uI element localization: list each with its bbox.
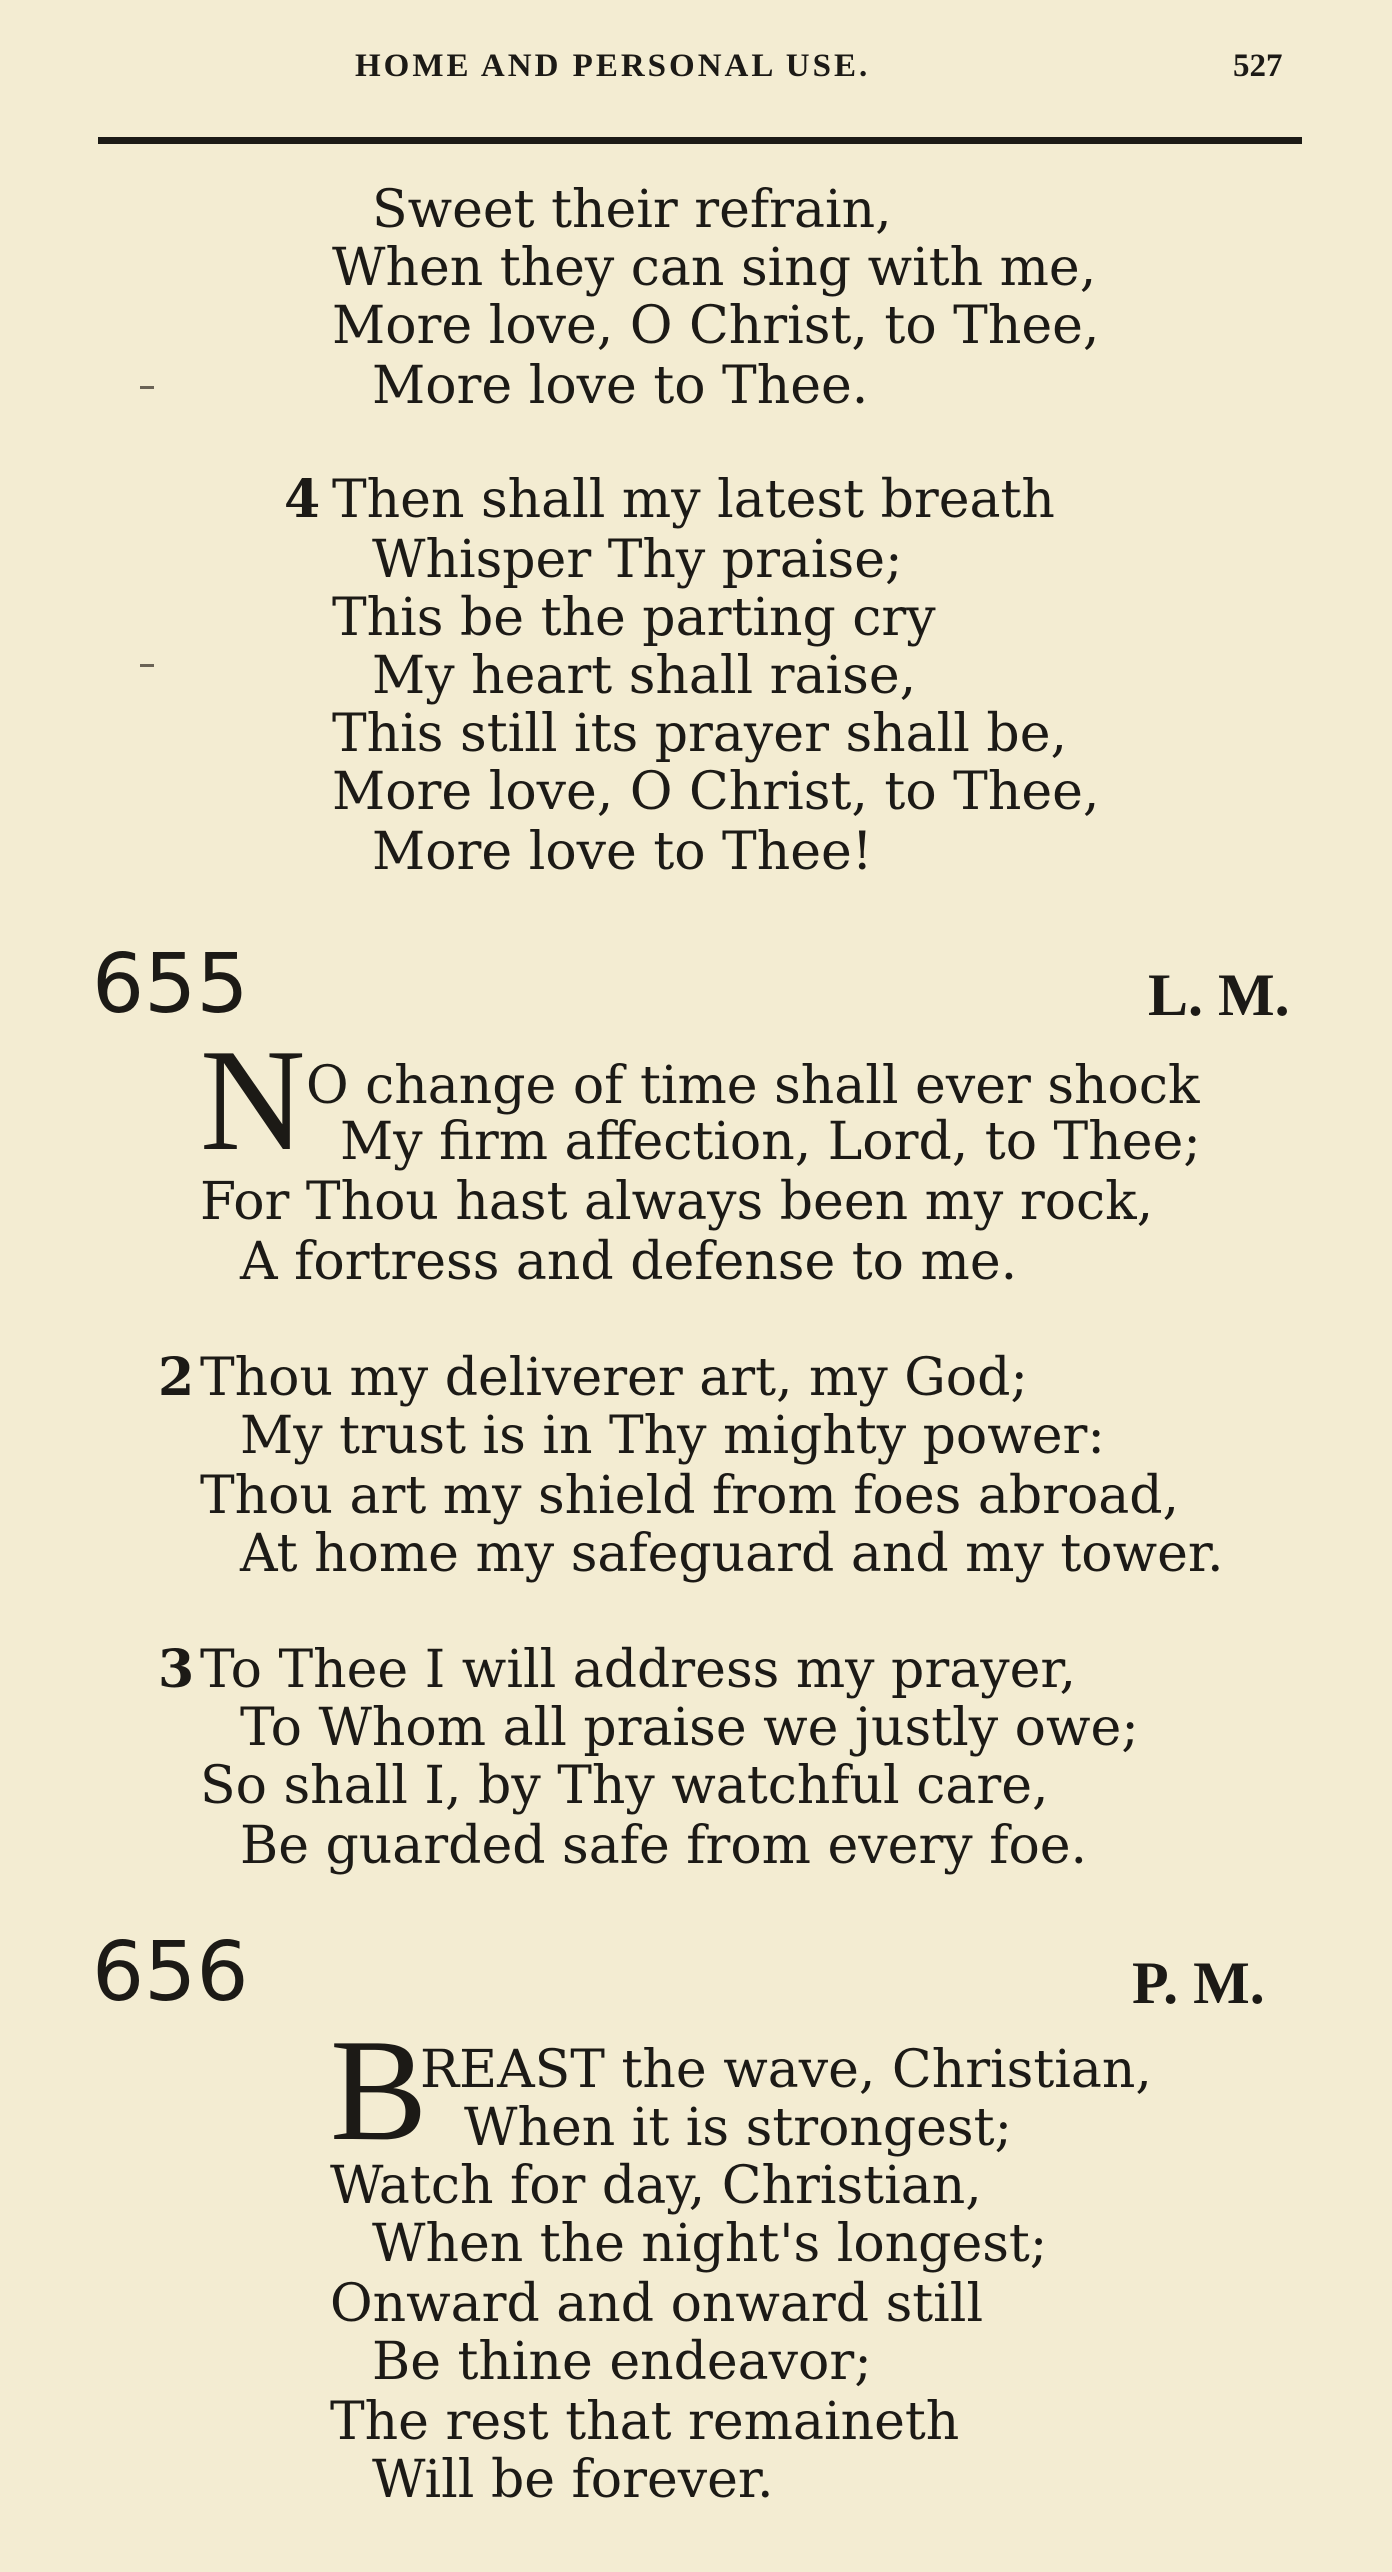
verse-line: More love, O Christ, to Thee,	[332, 762, 1100, 822]
verse-line: To Thee I will address my prayer,	[200, 1640, 1077, 1700]
page-header	[0, 0, 1392, 150]
stray-mark	[140, 664, 154, 667]
verse-line: My heart shall raise,	[372, 646, 917, 706]
verse-line: My trust is in Thy mighty power:	[240, 1406, 1105, 1466]
drop-cap: B	[330, 2009, 428, 2171]
stanza-number: 4	[284, 469, 321, 530]
verse-line: A fortress and defense to me.	[240, 1232, 1018, 1292]
stray-mark	[140, 386, 154, 389]
verse-line: Be guarded safe from every foe.	[240, 1816, 1088, 1876]
verse-line: Be thine endeavor;	[372, 2332, 872, 2392]
page-number: 527	[1233, 48, 1283, 84]
drop-cap: N	[200, 1019, 306, 1181]
verse-line: At home my safeguard and my tower.	[240, 1524, 1224, 1584]
verse-line: For Thou hast always been my rock,	[200, 1172, 1154, 1232]
verse-line: To Whom all praise we justly owe;	[240, 1698, 1139, 1758]
verse-line: Thou my deliverer art, my God;	[200, 1348, 1028, 1408]
verse-line: Whisper Thy praise;	[372, 530, 903, 590]
verse-line: More love, O Christ, to Thee,	[332, 296, 1100, 356]
verse-line: Will be forever.	[372, 2450, 774, 2510]
verse-line: This be the parting cry	[332, 588, 936, 648]
verse-line: The rest that remaineth	[330, 2392, 960, 2452]
verse-line: More love to Thee.	[372, 356, 869, 416]
verse-line: Watch for day, Christian,	[330, 2156, 982, 2216]
verse-line: When they can sing with me,	[332, 238, 1097, 298]
verse-line: When the night's longest;	[372, 2214, 1048, 2274]
verse-line: This still its prayer shall be,	[332, 704, 1068, 764]
verse-line: When it is strongest;	[464, 2098, 1013, 2158]
verse-line: Then shall my latest breath	[332, 470, 1055, 530]
hymn-meter: L. M.	[1148, 962, 1290, 1028]
verse-line: REAST the wave, Christian,	[420, 2040, 1152, 2100]
verse-line: My firm affection, Lord, to Thee;	[340, 1112, 1201, 1172]
verse-line: More love to Thee!	[372, 822, 873, 882]
verse-line: Onward and onward still	[330, 2274, 984, 2334]
header-rule	[98, 137, 1302, 144]
hymn-meter: P. M.	[1132, 1950, 1265, 2016]
stanza-number: 3	[158, 1639, 195, 1700]
hymn-number: 656	[92, 1925, 249, 2020]
verse-line: O change of time shall ever shock	[306, 1056, 1200, 1116]
running-title: HOME AND PERSONAL USE.	[355, 48, 871, 84]
hymn-number: 655	[92, 937, 249, 1032]
stanza-number: 2	[158, 1347, 195, 1408]
verse-line: Thou art my shield from foes abroad,	[200, 1466, 1180, 1526]
verse-line: Sweet their refrain,	[372, 180, 892, 240]
verse-line: So shall I, by Thy watchful care,	[200, 1756, 1049, 1816]
